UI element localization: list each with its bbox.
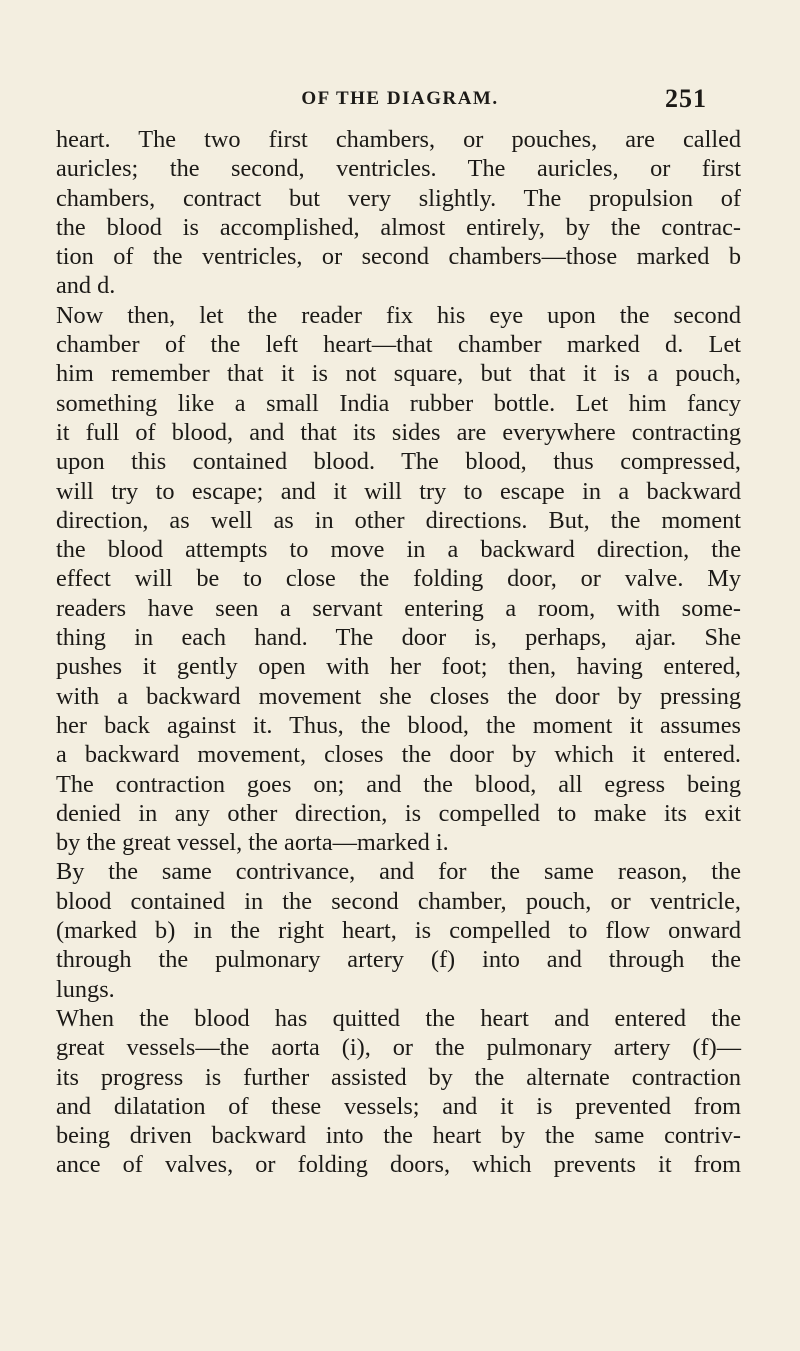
text-line: blood contained in the second chamber, pouch, or ventricle,	[56, 887, 741, 915]
body-text	[56, 125, 741, 1180]
text-line: chamber of the left heart—that chamber marked d. Let	[56, 331, 741, 359]
text-line: with a backward movement she closes the door by pressing	[56, 682, 741, 710]
text-line: lungs.	[56, 975, 115, 1003]
text-line: thing in each hand. The door is, perhaps, ajar. She	[56, 624, 741, 652]
text-line: by the great vessel, the aorta—marked i.	[56, 829, 449, 857]
text-line: the blood is accomplished, almost entirely, by the contrac-	[56, 213, 741, 241]
text-line: its progress is further assisted by the alternate contraction	[56, 1063, 741, 1091]
text-line: a backward movement, closes the door by which it entered.	[56, 741, 741, 769]
text-line: through the pulmonary artery (f) into and through the	[56, 946, 741, 974]
text-line: chambers, contract but very slightly. The propulsion of	[56, 184, 741, 212]
text-line: ance of valves, or folding doors, which prevents it from	[56, 1151, 741, 1179]
text-line: and dilatation of these vessels; and it is prevented from	[56, 1092, 741, 1120]
text-line: the blood attempts to move in a backward direction, the	[56, 536, 741, 564]
text-line: The contraction goes on; and the blood, all egress being	[56, 770, 741, 798]
text-line: it full of blood, and that its sides are everywhere contracting	[56, 418, 741, 446]
text-line: being driven backward into the heart by the same contriv-	[56, 1122, 741, 1150]
text-line: heart. The two first chambers, or pouches, are called	[56, 126, 741, 153]
text-line: upon this contained blood. The blood, thus compressed,	[56, 448, 741, 476]
text-line: tion of the ventricles, or second chambers—those marked b	[56, 243, 741, 271]
text-line: Now then, let the reader fix his eye upon the second	[56, 301, 741, 329]
text-line: effect will be to close the folding door, or valve. My	[56, 565, 741, 593]
text-line: her back against it. Thus, the blood, the moment it assumes	[56, 711, 741, 739]
text-line: readers have seen a servant entering a room, with some-	[56, 594, 741, 622]
text-line: something like a small India rubber bottle. Let him fancy	[56, 389, 741, 417]
page-number: 251	[665, 84, 707, 113]
text-line: will try to escape; and it will try to escape in a backward	[56, 477, 741, 505]
text-line: By the same contrivance, and for the same reason, the	[56, 858, 741, 886]
text-line: denied in any other direction, is compelled to make its exit	[56, 799, 741, 827]
text-line: pushes it gently open with her foot; then, having entered,	[56, 653, 741, 681]
text-line: and d.	[56, 272, 116, 300]
page-header	[0, 84, 800, 118]
running-title: OF THE DIAGRAM.	[301, 88, 499, 109]
text-line: him remember that it is not square, but that it is a pouch,	[56, 360, 741, 388]
text-line: great vessels—the aorta (i), or the pulmonary artery (f)—	[56, 1034, 741, 1062]
text-line: direction, as well as in other directions. But, the moment	[56, 506, 741, 534]
text-line: When the blood has quitted the heart and entered the	[56, 1004, 741, 1032]
text-line: (marked b) in the right heart, is compelled to flow onward	[56, 917, 741, 945]
text-line: auricles; the second, ventricles. The auricles, or first	[56, 155, 741, 183]
